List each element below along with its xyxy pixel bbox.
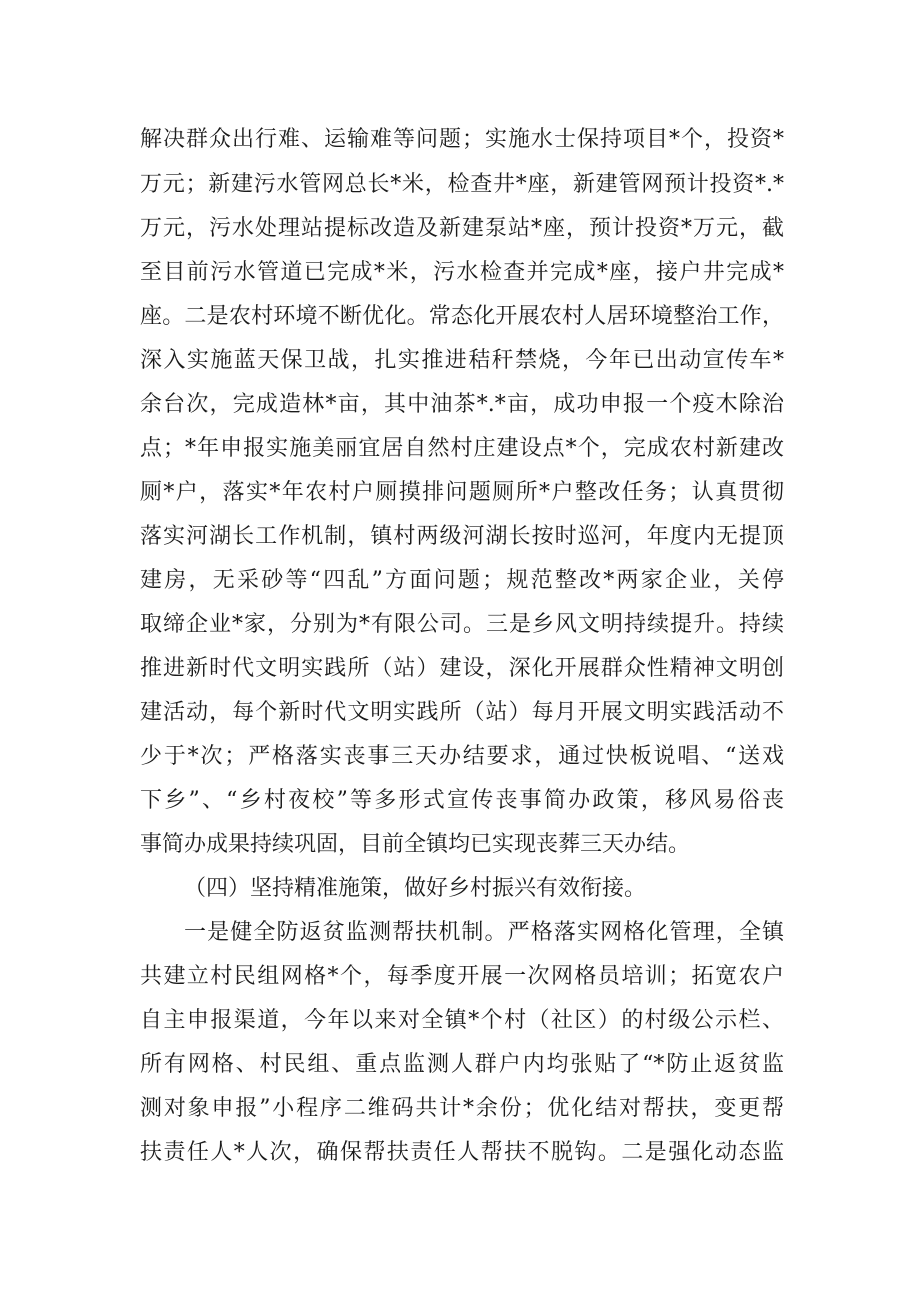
paragraph-line: 所有网格、村民组、重点监测人群户内均张贴了“*防止返贫监 [140, 1052, 784, 1077]
paragraph-line: 测对象申报”小程序二维码共计*余份；优化结对帮扶，变更帮 [140, 1096, 784, 1121]
paragraph-line: 共建立村民组网格*个，每季度开展一次网格员培训；拓宽农户 [140, 964, 784, 989]
paragraph-line: 万元；新建污水管网总长*米，检查井*座，新建管网预计投资*.* [140, 172, 784, 197]
section-heading: （四）坚持精准施策，做好乡村振兴有效衔接。 [184, 876, 647, 901]
paragraph-line: 建活动，每个新时代文明实践所（站）每月开展文明实践活动不 [140, 700, 784, 725]
paragraph-line: 取缔企业*家，分别为*有限公司。三是乡风文明持续提升。持续 [140, 612, 784, 637]
paragraph-line: 厕*户，落实*年农村户厕摸排问题厕所*户整改任务；认真贯彻 [140, 480, 784, 505]
paragraph-line: 点；*年申报实施美丽宜居自然村庄建设点*个，完成农村新建改 [140, 436, 784, 461]
paragraph-line: 万元，污水处理站提标改造及新建泵站*座，预计投资*万元，截 [140, 216, 784, 241]
paragraph-line: 余台次，完成造林*亩，其中油茶*.*亩，成功申报一个疫木除治 [140, 392, 784, 417]
paragraph-line: 建房，无采砂等“四乱”方面问题；规范整改*两家企业，关停 [140, 568, 784, 593]
paragraph-line: 推进新时代文明实践所（站）建设，深化开展群众性精神文明创 [140, 656, 784, 681]
paragraph-line: 落实河湖长工作机制，镇村两级河湖长按时巡河，年度内无提顶 [140, 524, 784, 549]
paragraph-line: 解决群众出行难、运输难等问题；实施水士保持项目*个，投资* [140, 127, 784, 152]
paragraph-line: 下乡”、“乡村夜校”等多形式宣传丧事简办政策，移风易俗丧 [140, 788, 784, 813]
paragraph-line: 深入实施蓝天保卫战，扎实推进秸秆禁烧，今年已出动宣传车* [140, 348, 784, 373]
paragraph-line: 自主申报渠道，今年以来对全镇*个村（社区）的村级公示栏、 [140, 1008, 784, 1033]
paragraph-line: 事简办成果持续巩固，目前全镇均已实现丧葬三天办结。 [140, 832, 691, 857]
paragraph-line: 扶责任人*人次，确保帮扶责任人帮扶不脱钩。二是强化动态监 [140, 1140, 784, 1165]
paragraph-line: 至目前污水管道已完成*米，污水检查并完成*座，接户井完成* [140, 260, 784, 285]
paragraph-line: 座。二是农村环境不断优化。常态化开展农村人居环境整治工作， [140, 304, 784, 329]
paragraph-line: 少于*次；严格落实丧事三天办结要求，通过快板说唱、“送戏 [140, 744, 784, 769]
paragraph-line: 一是健全防返贫监测帮扶机制。严格落实网格化管理，全镇 [184, 920, 784, 945]
